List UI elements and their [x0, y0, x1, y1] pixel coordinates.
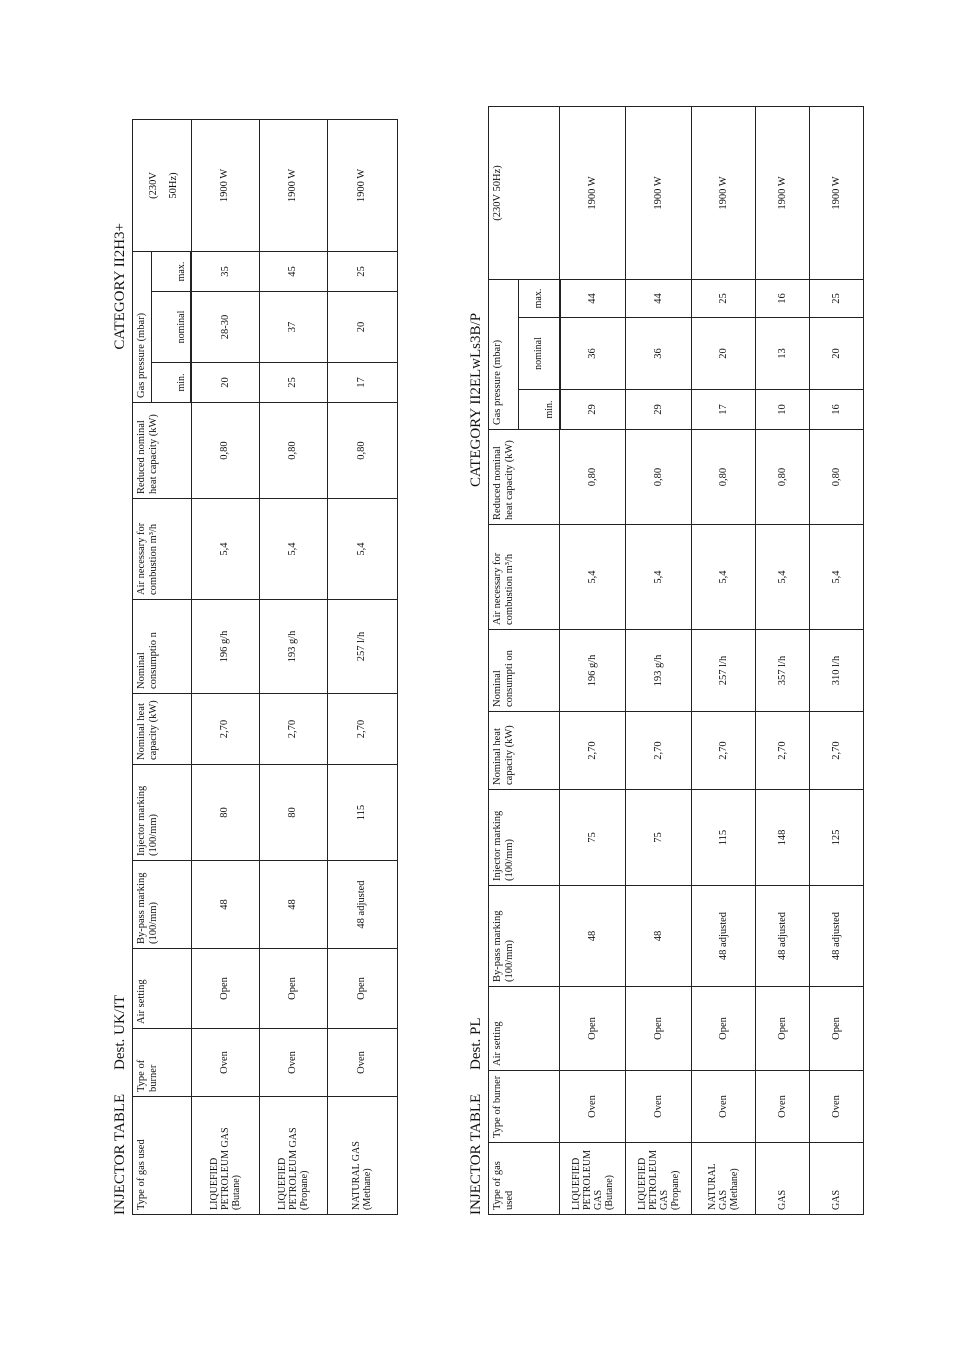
pressure-min-cell: 16: [810, 390, 864, 430]
col-header-gas-pressure: Gas pressure (mbar): [133, 251, 152, 402]
voltage-line-1: (230V: [148, 172, 159, 199]
gas-type-cell: [810, 1143, 864, 1215]
power-cell: 1900 W: [626, 106, 692, 279]
power-cell: 1900 W: [810, 106, 864, 279]
col-header-gas-type: Type of gas used: [133, 1097, 192, 1215]
reduced-capacity-cell: 0,80: [259, 403, 327, 499]
air-combustion-cell: 5,4: [626, 525, 692, 630]
col-header-max: max.: [151, 251, 191, 291]
col-header-heat-capacity: Nominal heat capacity (kW): [489, 712, 560, 790]
table-row: [560, 106, 626, 1214]
col-header-air-setting: Air setting: [133, 949, 192, 1029]
pressure-min-cell: 10: [756, 390, 810, 430]
bypass-cell: 48: [560, 886, 626, 987]
table-row: [327, 119, 397, 1214]
gas-type-cell: [560, 1143, 626, 1215]
table-row: [756, 106, 810, 1214]
air-combustion-cell: 5,4: [756, 525, 810, 630]
reduced-capacity-cell: 0,80: [327, 403, 397, 499]
gas-name: LIQUEFIED PETROLEUM GAS: [636, 1150, 670, 1210]
air-setting-cell: Open: [259, 949, 327, 1029]
gas-name: GAS: [831, 1189, 842, 1210]
col-header-max: max.: [519, 279, 560, 317]
pressure-max-cell: 35: [191, 251, 259, 291]
pressure-max-cell: 16: [756, 279, 810, 317]
col-header-heat-capacity: Nominal heat capacity (kW): [133, 694, 192, 765]
injector-cell: 75: [560, 790, 626, 886]
destination-label: Dest. PL: [468, 1017, 484, 1070]
bypass-cell: 48: [191, 861, 259, 949]
col-header-injector: Injector marking (100/mm): [489, 790, 560, 886]
col-header-consumption: Nominal consumptio n: [133, 600, 192, 694]
heat-capacity-cell: 2,70: [191, 694, 259, 765]
gas-type-cell: [191, 1097, 259, 1215]
reduced-capacity-cell: 0,80: [692, 430, 756, 525]
voltage-line-2: 50Hz): [167, 172, 179, 199]
consumption-cell: 193 g/h: [626, 630, 692, 712]
air-setting-cell: Open: [327, 949, 397, 1029]
pressure-nominal-cell: 37: [259, 292, 327, 363]
table-row: [692, 106, 756, 1214]
heat-capacity-cell: 2,70: [560, 712, 626, 790]
table-row: [810, 106, 864, 1214]
power-cell: 1900 W: [327, 119, 397, 251]
pressure-nominal-cell: 20: [327, 292, 397, 363]
bypass-cell: 48: [626, 886, 692, 987]
air-setting-cell: Open: [191, 949, 259, 1029]
pressure-max-cell: 45: [259, 251, 327, 291]
power-cell: 1900 W: [756, 106, 810, 279]
pressure-nominal-cell: 20: [692, 318, 756, 390]
air-combustion-cell: 5,4: [810, 525, 864, 630]
col-header-gas-pressure: Gas pressure (mbar): [489, 279, 519, 429]
col-header-air-combustion: Air necessary for combustion m³/h: [489, 525, 560, 630]
air-combustion-cell: 5,4: [327, 499, 397, 600]
heat-capacity-cell: 2,70: [810, 712, 864, 790]
reduced-capacity-cell: 0,80: [191, 403, 259, 499]
col-header-bypass: By-pass marking (100/mm): [133, 861, 192, 949]
reduced-capacity-cell: 0,80: [810, 430, 864, 525]
consumption-cell: 196 g/h: [560, 630, 626, 712]
injector-table: [132, 119, 398, 1215]
consumption-cell: 196 g/h: [191, 600, 259, 694]
table-row: [191, 119, 259, 1214]
destination-label: Dest. UK/IT: [112, 995, 128, 1070]
consumption-cell: 193 g/h: [259, 600, 327, 694]
gas-name: NATURAL GAS: [351, 1141, 363, 1210]
injector-cell: 125: [810, 790, 864, 886]
col-header-voltage: [133, 119, 192, 251]
bypass-cell: 48 adjusted: [327, 861, 397, 949]
pressure-nominal-cell: 36: [626, 318, 692, 390]
injector-cell: 80: [259, 765, 327, 861]
gas-name: GAS: [777, 1189, 788, 1210]
gas-type-cell: [692, 1143, 756, 1215]
col-header-air-setting: Air setting: [489, 987, 560, 1071]
col-header-nominal: nominal: [519, 318, 560, 390]
gas-subtype: (Butane): [230, 1175, 242, 1210]
pressure-max-cell: 25: [810, 279, 864, 317]
pressure-min-cell: 25: [259, 363, 327, 403]
col-header-gas-type: Type of gas used: [489, 1143, 560, 1215]
consumption-cell: 357 l/h: [756, 630, 810, 712]
burner-cell: Oven: [756, 1071, 810, 1143]
heat-capacity-cell: 2,70: [626, 712, 692, 790]
col-header-burner: Type of burner: [133, 1029, 192, 1097]
air-setting-cell: Open: [560, 987, 626, 1071]
air-combustion-cell: 5,4: [692, 525, 756, 630]
gas-name: LIQUEFIED PETROLEUM GAS: [570, 1150, 604, 1210]
power-cell: 1900 W: [692, 106, 756, 279]
gas-name: LIQUEFIED PETROLEUM GAS: [276, 1127, 299, 1210]
injector-cell: 75: [626, 790, 692, 886]
pressure-min-cell: 17: [692, 390, 756, 430]
air-setting-cell: Open: [626, 987, 692, 1071]
category-label: CATEGORY II2ELwLs3B/P: [468, 312, 484, 487]
reduced-capacity-cell: 0,80: [756, 430, 810, 525]
gas-type-cell: [259, 1097, 327, 1215]
gas-subtype: (Methane): [729, 1168, 740, 1210]
gas-subtype: (Propane): [669, 1170, 681, 1210]
pressure-max-cell: 44: [560, 279, 626, 317]
pressure-min-cell: 29: [626, 390, 692, 430]
table-header-bar: [466, 205, 488, 1215]
heat-capacity-cell: 2,70: [756, 712, 810, 790]
gas-name: NATURAL GAS: [707, 1163, 729, 1210]
air-setting-cell: Open: [756, 987, 810, 1071]
table-row: [626, 106, 692, 1214]
bypass-cell: 48 adjusted: [756, 886, 810, 987]
heat-capacity-cell: 2,70: [327, 694, 397, 765]
pressure-min-cell: 29: [560, 390, 626, 430]
col-header-reduced-capacity: Reduced nominal heat capacity (kW): [489, 430, 560, 525]
col-header-bypass: By-pass marking (100/mm): [489, 886, 560, 987]
bypass-cell: 48: [259, 861, 327, 949]
injector-cell: 148: [756, 790, 810, 886]
heat-capacity-cell: 2,70: [692, 712, 756, 790]
air-setting-cell: Open: [692, 987, 756, 1071]
pressure-max-cell: 44: [626, 279, 692, 317]
burner-cell: Oven: [810, 1071, 864, 1143]
table-header-bar: [110, 215, 132, 1215]
col-header-burner: Type of burner: [489, 1071, 560, 1143]
col-header-air-combustion: Air necessary for combustion m³/h: [133, 499, 192, 600]
air-combustion-cell: 5,4: [191, 499, 259, 600]
power-cell: 1900 W: [191, 119, 259, 251]
burner-cell: Oven: [626, 1071, 692, 1143]
col-header-consumption: Nominal consumpti on: [489, 630, 560, 712]
gas-type-cell: [756, 1143, 810, 1215]
col-header-nominal: nominal: [151, 292, 191, 363]
injector-table-pl: [466, 165, 861, 1215]
gas-subtype: (Propane): [298, 1170, 310, 1210]
consumption-cell: 257 l/h: [327, 600, 397, 694]
injector-table: [488, 106, 864, 1215]
col-header-min: min.: [151, 363, 191, 403]
burner-cell: Oven: [259, 1029, 327, 1097]
power-cell: 1900 W: [259, 119, 327, 251]
burner-cell: Oven: [327, 1029, 397, 1097]
air-setting-cell: Open: [810, 987, 864, 1071]
gas-subtype: (Butane): [603, 1175, 615, 1210]
injector-table-uk-it: [110, 168, 405, 1215]
reduced-capacity-cell: 0,80: [626, 430, 692, 525]
injector-cell: 115: [692, 790, 756, 886]
gas-subtype: (Methane): [362, 1168, 374, 1210]
pressure-min-cell: 20: [191, 363, 259, 403]
burner-cell: Oven: [191, 1029, 259, 1097]
gas-name: LIQUEFIED PETROLEUM GAS: [208, 1127, 231, 1210]
pressure-max-cell: 25: [327, 251, 397, 291]
heat-capacity-cell: 2,70: [259, 694, 327, 765]
col-header-min: min.: [519, 390, 560, 430]
burner-cell: Oven: [692, 1071, 756, 1143]
injector-cell: 80: [191, 765, 259, 861]
table-title: INJECTOR TABLE: [468, 1093, 484, 1215]
burner-cell: Oven: [560, 1071, 626, 1143]
table-title: INJECTOR TABLE: [112, 1093, 128, 1215]
consumption-cell: 310 l/h: [810, 630, 864, 712]
consumption-cell: 257 l/h: [692, 630, 756, 712]
reduced-capacity-cell: 0,80: [560, 430, 626, 525]
air-combustion-cell: 5,4: [259, 499, 327, 600]
pressure-nominal-cell: 20: [810, 318, 864, 390]
col-header-reduced-capacity: Reduced nominal heat capacity (kW): [133, 403, 192, 499]
col-header-injector: Injector marking (100/mm): [133, 765, 192, 861]
gas-type-cell: [327, 1097, 397, 1215]
col-header-voltage: (230V 50Hz): [489, 106, 560, 279]
pressure-nominal-cell: 36: [560, 318, 626, 390]
injector-cell: 115: [327, 765, 397, 861]
bypass-cell: 48 adjusted: [692, 886, 756, 987]
pressure-nominal-cell: 13: [756, 318, 810, 390]
gas-type-cell: [626, 1143, 692, 1215]
bypass-cell: 48 adjusted: [810, 886, 864, 987]
air-combustion-cell: 5,4: [560, 525, 626, 630]
pressure-max-cell: 25: [692, 279, 756, 317]
pressure-min-cell: 17: [327, 363, 397, 403]
power-cell: 1900 W: [560, 106, 626, 279]
pressure-nominal-cell: 28-30: [191, 292, 259, 363]
table-row: [259, 119, 327, 1214]
category-label: CATEGORY II2H3+: [112, 223, 128, 350]
